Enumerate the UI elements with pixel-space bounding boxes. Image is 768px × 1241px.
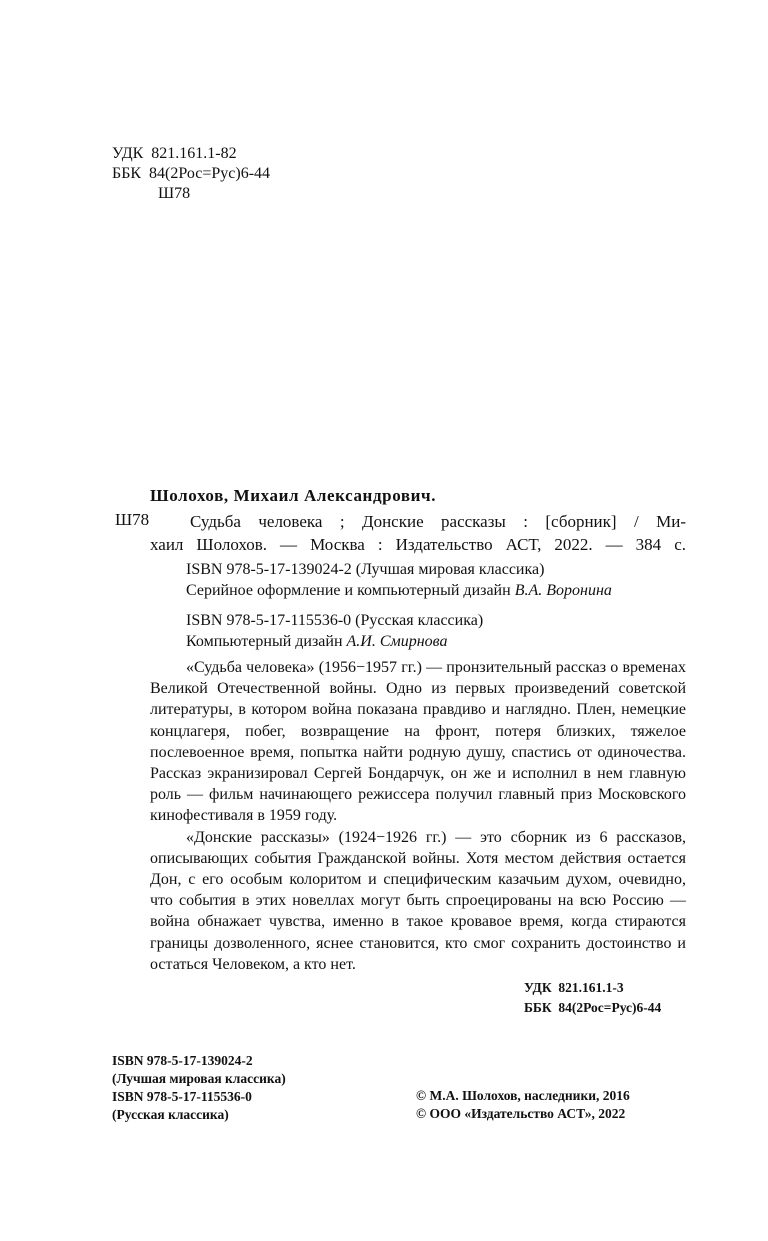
- design-credit-1-label: Серийное оформление и компьютерный дизайн: [186, 582, 515, 599]
- imprint-series-1: (Лучшая мировая классика): [112, 1071, 286, 1086]
- classification-top: [112, 144, 270, 204]
- design-credit-2-name: А.И. Смирнова: [346, 633, 448, 650]
- copyright-author: © М.А. Шолохов, наследники, 2016: [416, 1088, 630, 1103]
- copyright-list: [416, 1087, 630, 1123]
- annotation-paragraph-1: «Судьба человека» (1956−1957 гг.) — пронзительный рассказ о временах Великой Отечественной войны. Одно из первых произведений советской литературы, в котором война показана правдиво и наглядно. Плен, немецкие концлагеря, побег, возвращение на фронт, потеря близких, тяжелое послевоенное время, попытка найти родную душу, спастись от одиночества. Рассказ экранизировал Сергей Бондарчук, он же и исполнил в нем главную роль — фильм начинающего режиссера получил главный приз Московского кинофестиваля в 1959 году.: [150, 659, 686, 825]
- isbn-series-2: ISBN 978-5-17-115536-0 (Русская классика): [186, 612, 484, 629]
- author-cipher: Ш78: [115, 510, 150, 529]
- imprint-isbn-2: ISBN 978-5-17-115536-0: [112, 1089, 252, 1104]
- isbn-block-1: [186, 559, 612, 601]
- bbk-code-top: ББК 84(2Рос=Рус)6-44: [112, 165, 271, 182]
- isbn-block-2: [186, 610, 483, 652]
- design-credit-1-name: В.А. Воронина: [514, 582, 612, 599]
- isbn-series-1: ISBN 978-5-17-139024-2 (Лучшая мировая классика): [186, 561, 545, 578]
- classification-bottom: [524, 978, 661, 1018]
- imprint-series-2: (Русская классика): [112, 1107, 229, 1122]
- design-credit-1: [186, 580, 612, 601]
- udk-code-bottom: УДК 821.161.1-3: [524, 980, 624, 995]
- annotation-paragraph-2: «Донские рассказы» (1924−1926 гг.) — это сборник из 6 рассказов, описывающих события Гражданской войны. Хотя местом действия остается Дон, с его особым колоритом и специфическим казачьим духом, очевидно, что события в этих новеллах могут быть спроецированы на всю Россию — война обнажает чувства, именно в такое кровавое время, когда стираются границы дозволенного, яснее становится, кто смог сохранить достоинство и остаться Человеком, а кто нет.: [150, 828, 686, 973]
- bibliographic-title-line-2: хаил Шолохов. — Москва : Издательство АСТ, 2022. — 384 с.: [150, 535, 686, 554]
- annotation: [150, 657, 686, 975]
- author-heading: Шолохов, Михаил Александрович.: [150, 486, 437, 505]
- design-credit-2-label: Компьютерный дизайн: [186, 633, 347, 650]
- bibliographic-title-line-1: Судьба человека ; Донские рассказы : [сборник] / Ми-: [190, 512, 686, 531]
- bbk-code-bottom: ББК 84(2Рос=Рус)6-44: [524, 1000, 662, 1015]
- udk-code-top: УДК 821.161.1-82: [112, 145, 237, 162]
- imprint-isbn-list: [112, 1052, 286, 1124]
- author-cipher-top: Ш78: [158, 185, 191, 202]
- imprint-isbn-1: ISBN 978-5-17-139024-2: [112, 1053, 253, 1068]
- copyright-publisher: © ООО «Издательство АСТ», 2022: [416, 1106, 626, 1121]
- design-credit-2: [186, 631, 483, 652]
